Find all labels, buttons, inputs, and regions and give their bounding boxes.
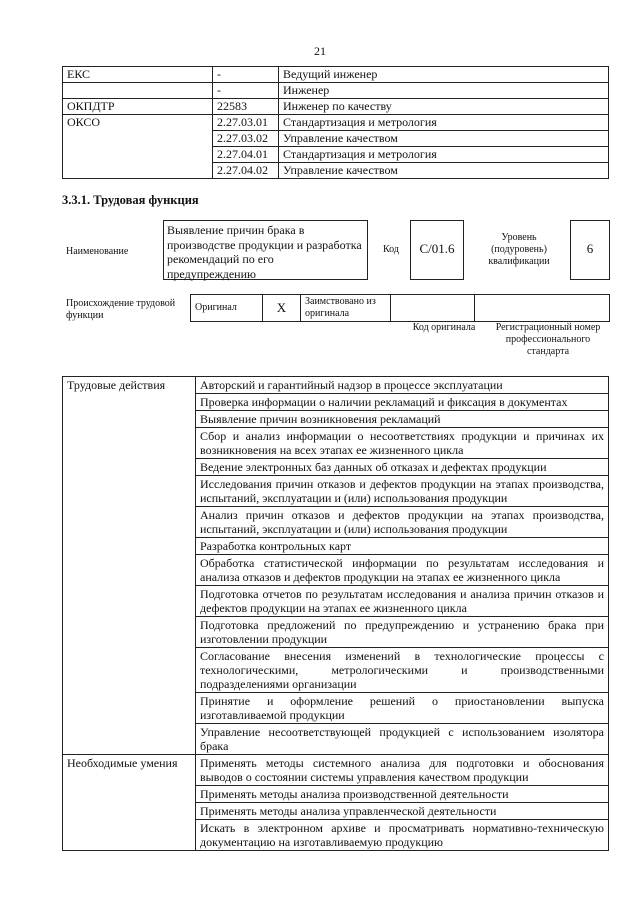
section-title: 3.3.1. Трудовая функция [62, 193, 199, 207]
skill-item: Искать в электронном архиве и просматривать нормативно-техническую документацию на изготавливаемую продукцию [196, 820, 609, 851]
labor-action: Анализ причин отказов и дефектов продукции на этапах производства, испытаний, эксплуатации и (или) использования продукции [196, 507, 609, 538]
function-name: Выявление причин брака в производстве продукции и разработка рекомендаций по его предупреждению [163, 220, 368, 280]
classifier-code: - [213, 83, 279, 99]
origin-borrowed: Заимствовано из оригинала [301, 295, 391, 322]
labor-action: Принятие и оформление решений о приостановлении выпуска изготавливаемой продукции [196, 693, 609, 724]
labor-action: Согласование внесения изменений в технологические процессы с технологическими, метрологическими и производственными подразделениями организации [196, 648, 609, 693]
classifier-title: Инженер [279, 83, 609, 99]
labor-action: Ведение электронных баз данных об отказах и дефектах продукции [196, 459, 609, 476]
labor-action: Управление несоответствующей продукцией с использованием изолятора брака [196, 724, 609, 755]
reg-number-label: Регистрационный номер профессионального стандарта [495, 322, 601, 357]
skill-item: Применять методы анализа производственной деятельности [196, 786, 609, 803]
skill-item: Применять методы системного анализа для подготовки и обоснования выводов о состоянии системы управления качеством продукции [196, 755, 609, 786]
labor-table [62, 376, 609, 851]
function-code: C/01.6 [410, 220, 464, 280]
code-label: Код [383, 244, 399, 255]
labor-actions-label: Трудовые действия [63, 377, 196, 755]
labor-action: Подготовка отчетов по результатам исследования и анализа причин отказов и дефектов продукции на этапах ее жизненного цикла [196, 586, 609, 617]
table-row [63, 115, 609, 131]
classifier-title: Управление качеством [279, 131, 609, 147]
name-label: Наименование [66, 246, 129, 257]
origin-mark: X [263, 295, 301, 322]
classifier-code: 22583 [213, 99, 279, 115]
labor-action: Выявление причин возникновения рекламаций [196, 411, 609, 428]
table-row [191, 295, 610, 322]
classifier-name [63, 83, 213, 99]
table-row [63, 377, 609, 394]
origin-label: Происхождение трудовой функции [66, 298, 176, 321]
origin-original: Оригинал [191, 295, 263, 322]
origin-table [190, 294, 610, 322]
classifier-title: Стандартизация и метрология [279, 115, 609, 131]
classifier-code: - [213, 67, 279, 83]
labor-action: Сбор и анализ информации о несоответствиях продукции и причинах их возникновения на всех этапах ее жизненного цикла [196, 428, 609, 459]
level-label: Уровень (подуровень) квалификации [488, 232, 550, 267]
qualification-level: 6 [570, 220, 610, 280]
classifier-code: 2.27.03.02 [213, 131, 279, 147]
labor-action: Авторский и гарантийный надзор в процессе эксплуатации [196, 377, 609, 394]
labor-action: Подготовка предложений по предупреждению и устранению брака при изготовлении продукции [196, 617, 609, 648]
classifier-code: 2.27.04.02 [213, 163, 279, 179]
classifier-title: Инженер по качеству [279, 99, 609, 115]
origin-code-cell [391, 295, 475, 322]
classifier-title: Стандартизация и метрология [279, 147, 609, 163]
page-number: 21 [314, 44, 326, 58]
classifier-name: ЕКС [63, 67, 213, 83]
table-row [63, 67, 609, 83]
classifier-title: Ведущий инженер [279, 67, 609, 83]
labor-action: Исследования причин отказов и дефектов продукции на этапах производства, испытаний, эксплуатации и (или) использования продукции [196, 476, 609, 507]
skill-item: Применять методы анализа управленческой деятельности [196, 803, 609, 820]
code-original-label: Код оригинала [412, 322, 476, 333]
table-row [63, 83, 609, 99]
labor-action: Обработка статистической информации по результатам исследования и анализа отказов и дефектов продукции на этапах ее жизненного цикла [196, 555, 609, 586]
skills-label: Необходимые умения [63, 755, 196, 851]
classifier-title: Управление качеством [279, 163, 609, 179]
table-row [63, 99, 609, 115]
classifier-code: 2.27.03.01 [213, 115, 279, 131]
classifier-code: 2.27.04.01 [213, 147, 279, 163]
table-row [63, 755, 609, 786]
labor-action: Разработка контрольных карт [196, 538, 609, 555]
classifiers-table [62, 66, 609, 179]
classifier-name: ОКПДТР [63, 99, 213, 115]
origin-reg-cell [475, 295, 610, 322]
classifier-name: ОКСО [63, 115, 213, 179]
labor-action: Проверка информации о наличии рекламаций и фиксация в документах [196, 394, 609, 411]
